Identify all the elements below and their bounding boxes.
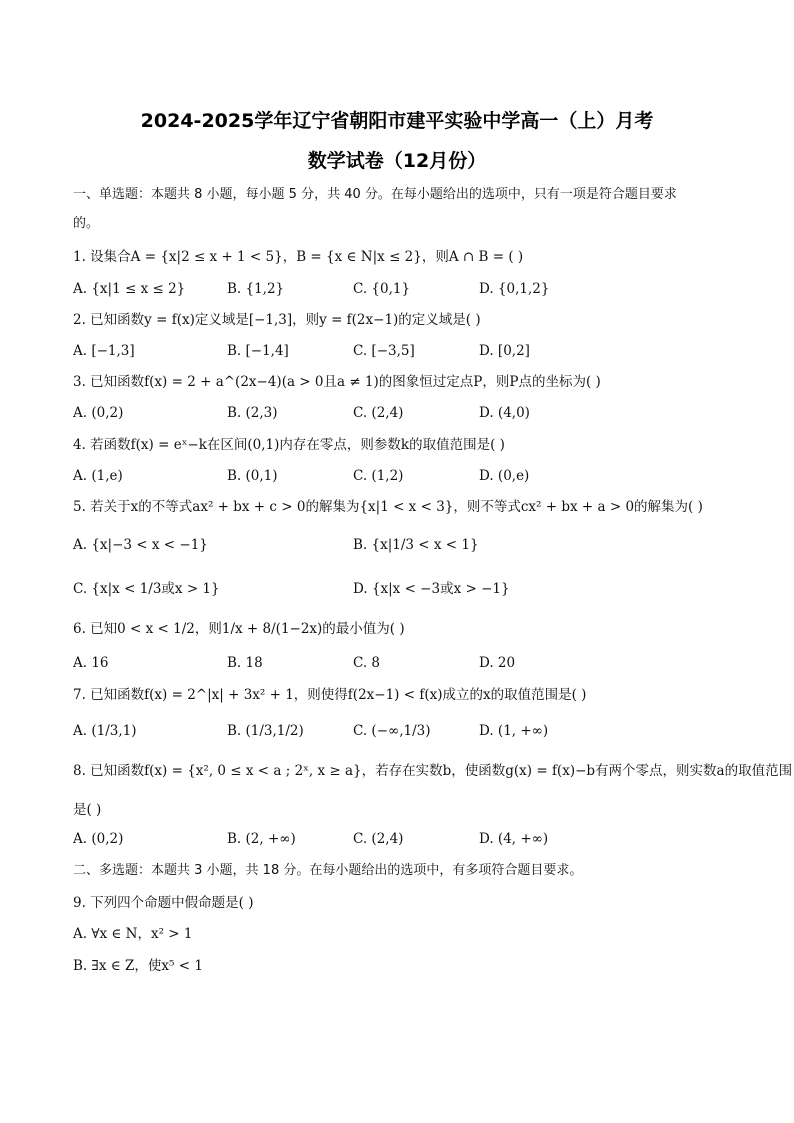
question-3-option-c: C. (2,4)	[353, 405, 404, 421]
section-1-heading-cont: 的。	[73, 216, 100, 231]
question-7-option-c: C. (−∞,1/3)	[353, 723, 431, 739]
question-8-option-b: B. (2, +∞)	[227, 831, 296, 847]
section-2-heading: 二、多选题：本题共 3 小题，共 18 分。在每小题给出的选项中，有多项符合题目要求。	[73, 863, 583, 878]
question-3-stem: 3. 已知函数f(x) = 2 + a^(2x−4)(a > 0且a ≠ 1)的图象恒过定点P，则P点的坐标为( )	[73, 374, 601, 390]
question-5-stem: 5. 若关于x的不等式ax² + bx + c > 0的解集为{x|1 < x < 3}，则不等式cx² + bx + a > 0的解集为( )	[73, 499, 703, 515]
question-1-option-b: B. {1,2}	[227, 281, 285, 297]
question-8-stem-cont: 是( )	[73, 802, 102, 818]
question-4-option-d: D. (0,e)	[479, 468, 530, 484]
question-3-option-b: B. (2,3)	[227, 405, 278, 421]
question-7-option-d: D. (1, +∞)	[479, 723, 549, 739]
question-7-option-a: A. (1/3,1)	[73, 723, 137, 739]
question-6-option-b: B. 18	[227, 655, 263, 671]
question-5-option-d: D. {x|x < −3或x > −1}	[353, 581, 510, 597]
question-2-option-a: A. [−1,3]	[73, 343, 135, 359]
question-1-stem: 1. 设集合A = {x|2 ≤ x + 1 < 5}，B = {x ∈ N|x ≤ 2}，则A ∩ B = ( )	[73, 249, 524, 265]
question-1-option-a: A. {x|1 ≤ x ≤ 2}	[73, 281, 186, 297]
question-9-option-b: B. ∃x ∈ Z，使x⁵ < 1	[73, 958, 203, 974]
question-2-option-d: D. [0,2]	[479, 343, 530, 359]
question-8-stem: 8. 已知函数f(x) = {x², 0 ≤ x < a ; 2ˣ, x ≥ a}，若存在实数b，使函数g(x) = f(x)−b有两个零点，则实数a的取值范围	[73, 763, 793, 779]
question-5-option-b: B. {x|1/3 < x < 1}	[353, 537, 479, 553]
question-2-stem: 2. 已知函数y = f(x)定义域是[−1,3]，则y = f(2x−1)的定义域是( )	[73, 312, 481, 328]
question-8-option-d: D. (4, +∞)	[479, 831, 549, 847]
question-7-option-b: B. (1/3,1/2)	[227, 723, 304, 739]
question-4-stem: 4. 若函数f(x) = eˣ−k在区间(0,1)内存在零点，则参数k的取值范围是( )	[73, 437, 505, 453]
question-9-stem: 9. 下列四个命题中假命题是( )	[73, 895, 254, 911]
question-6-stem: 6. 已知0 < x < 1/2，则1/x + 8/(1−2x)的最小值为( )	[73, 621, 405, 637]
question-6-option-c: C. 8	[353, 655, 381, 671]
question-5-option-c: C. {x|x < 1/3或x > 1}	[73, 581, 220, 597]
question-4-option-a: A. (1,e)	[73, 468, 123, 484]
question-1-option-c: C. {0,1}	[353, 281, 411, 297]
question-2-option-c: C. [−3,5]	[353, 343, 415, 359]
section-1-heading: 一、单选题：本题共 8 小题，每小题 5 分，共 40 分。在每小题给出的选项中，只有一项是符合题目要求	[73, 187, 677, 202]
question-9-option-a: A. ∀x ∈ N，x² > 1	[73, 926, 193, 942]
question-3-option-d: D. (4,0)	[479, 405, 530, 421]
question-6-option-d: D. 20	[479, 655, 516, 671]
question-6-option-a: A. 16	[73, 655, 109, 671]
question-5-option-a: A. {x|−3 < x < −1}	[73, 537, 208, 553]
question-4-option-b: B. (0,1)	[227, 468, 278, 484]
question-7-stem: 7. 已知函数f(x) = 2^|x| + 3x² + 1，则使得f(2x−1) < f(x)成立的x的取值范围是( )	[73, 687, 587, 703]
question-4-option-c: C. (1,2)	[353, 468, 404, 484]
question-3-option-a: A. (0,2)	[73, 405, 124, 421]
question-8-option-a: A. (0,2)	[73, 831, 124, 847]
question-1-option-d: D. {0,1,2}	[479, 281, 550, 297]
question-8-option-c: C. (2,4)	[353, 831, 404, 847]
exam-subtitle: 数学试卷（12月份）	[307, 150, 487, 172]
exam-title: 2024-2025学年辽宁省朝阳市建平实验中学高一（上）月考	[140, 110, 654, 132]
question-2-option-b: B. [−1,4]	[227, 343, 289, 359]
